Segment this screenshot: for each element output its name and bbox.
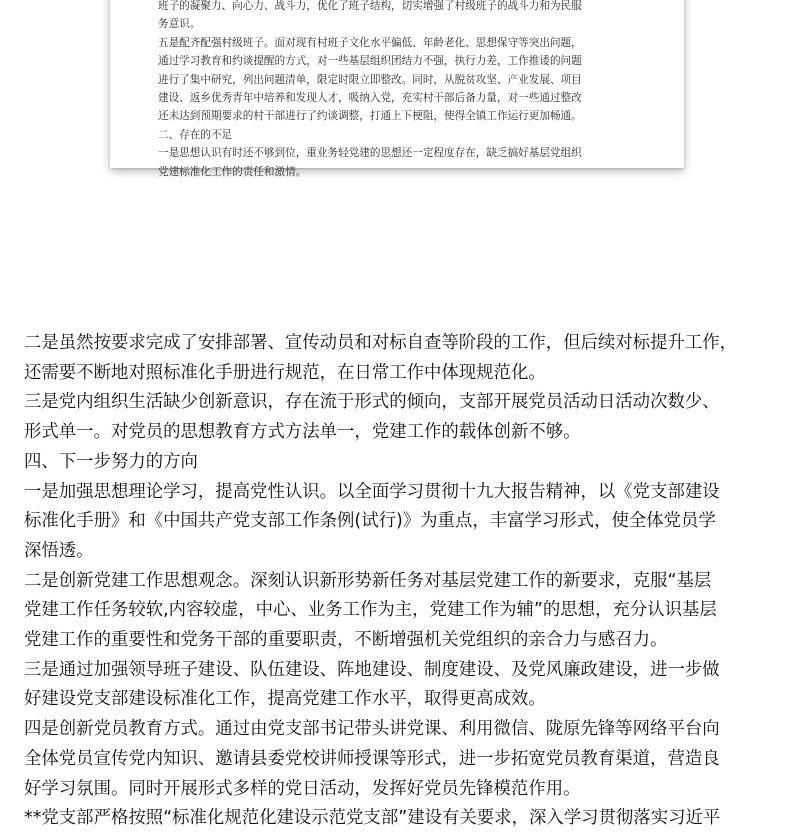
- preview-line: 务意识。: [158, 18, 201, 31]
- doc-line: **党支部严格按照“标准化规范化建设示范党支部”建设有关要求，深入学习贯彻落实习近平: [24, 808, 721, 829]
- doc-line: 好建设党支部建设标准化工作，提高党建工作水平，取得更高成效。: [24, 689, 546, 710]
- document-page-preview: [110, 0, 684, 178]
- doc-line: 深悟透。: [24, 540, 94, 561]
- doc-line: 一是加强思想理论学习，提高党性认识。以全面学习贯彻十九大报告精神，以《党支部建设: [24, 481, 720, 502]
- doc-line: 全体党员宣传党内知识、邀请县委党校讲师授课等形式，进一步拓宽党员教育渠道，营造良: [24, 748, 720, 769]
- doc-line: 党建工作的重要性和党务干部的重要职责，不断增强机关党组织的亲合力与感召力。: [24, 630, 668, 651]
- document-body: [24, 329, 794, 834]
- doc-line: 三是通过加强领导班子建设、队伍建设、阵地建设、制度建设、及党风廉政建设，进一步做: [24, 659, 720, 680]
- preview-text-block: [158, 0, 648, 181]
- doc-line: 三是党内组织生活缺少创新意识，存在流于形式的倾向，支部开展党员活动日活动次数少、: [24, 392, 720, 413]
- doc-line: 二是虽然按要求完成了安排部署、宣传动员和对标自查等阶段的工作，但后续对标提升工作，: [24, 333, 738, 353]
- doc-line: 标准化手册》和《中国共产党支部工作条例(试行)》为重点，丰富学习形式，使全体党员学: [24, 511, 716, 532]
- preview-line: 建设、返乡优秀青年中培养和发现人才，吸纳入党，充实村干部后备力量，对一些通过整改: [158, 92, 582, 105]
- preview-line: 党建标准化工作的责任和激情。: [158, 165, 307, 178]
- doc-line: 还需要不断地对照标准化手册进行规范，在日常工作中体现规范化。: [24, 362, 546, 383]
- doc-line: 党建工作任务较软,内容较虚，中心、业务工作为主，党建工作为辅”的思想，充分认识基层: [24, 600, 717, 621]
- doc-line: 二是创新党建工作思想观念。深刻认识新形势新任务对基层党建工作的新要求，克服“基层: [24, 570, 712, 591]
- preview-line: 一是思想认识有时还不够到位，重业务轻党建的思想还一定程度存在，缺乏搞好基层党组织: [158, 147, 582, 160]
- preview-line: 班子的凝聚力、向心力、战斗力，优化了班子结构，切实增强了村级班子的战斗力和为民服: [158, 0, 582, 12]
- preview-line: 通过学习教育和约谈提醒的方式，对一些基层组织团结力不强，执行力差，工作推诿的问题: [158, 55, 582, 68]
- preview-line: 进行了集中研究，列出问题清单，限定时限立即整改。同时，从脱贫攻坚、产业发展、项目: [158, 73, 582, 86]
- doc-section-heading: 四、下一步努力的方向: [24, 451, 198, 472]
- doc-line: 四是创新党员教育方式。通过由党支部书记带头讲党课、利用微信、陇原先锋等网络平台向: [24, 719, 720, 740]
- doc-line: 形式单一。对党员的思想教育方式方法单一，党建工作的载体创新不够。: [24, 422, 581, 443]
- preview-line: 五是配齐配强村级班子。面对现有村班子文化水平偏低、年龄老化、思想保守等突出问题，: [158, 36, 582, 49]
- preview-line: 还未达到预期要求的村干部进行了约谈调整，打通上下梗阻，使得全镇工作运行更加畅通。: [158, 110, 582, 123]
- preview-section-heading: 二、存在的不足: [158, 128, 233, 141]
- doc-line: 好学习氛围。同时开展形式多样的党日活动，发挥好党员先锋模范作用。: [24, 778, 581, 799]
